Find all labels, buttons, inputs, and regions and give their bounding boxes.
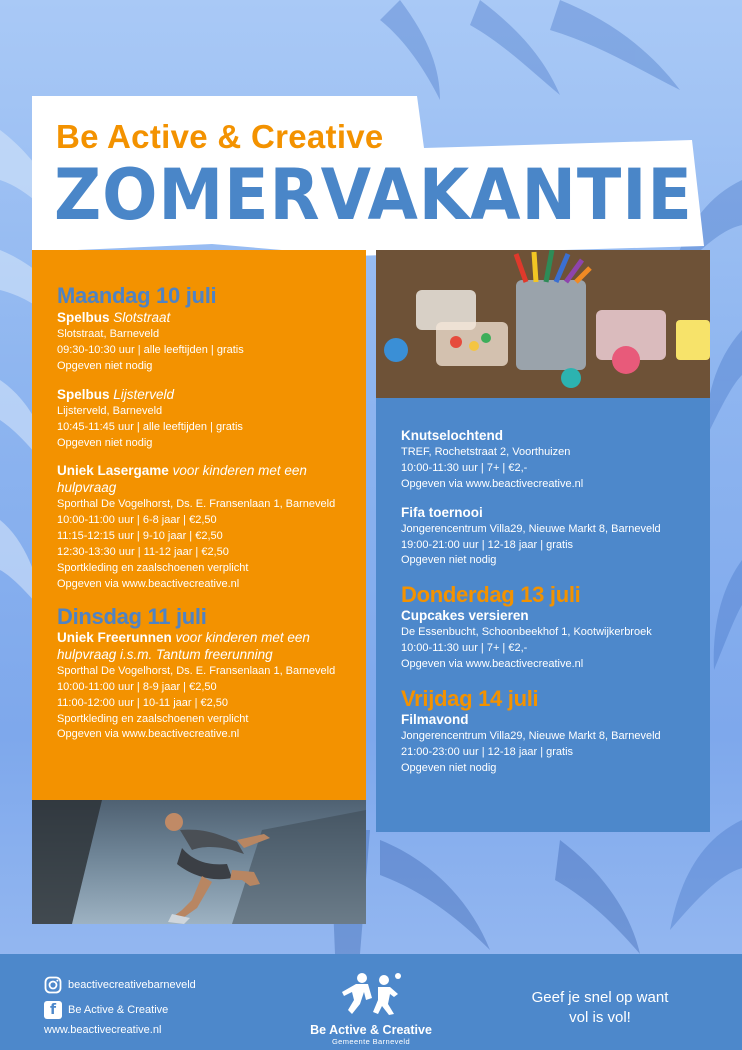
- event-filmavond: [401, 712, 701, 777]
- event-time: 12:30-13:30 uur | 11-12 jaar | €2,50: [57, 546, 229, 559]
- event-time: 10:00-11:00 uur | 8-9 jaar | €2,50: [57, 680, 217, 693]
- facebook-icon: f: [44, 1001, 62, 1019]
- instagram-handle: beactivecreativebarneveld: [68, 979, 196, 991]
- event-time: 21:00-23:00 uur | 12-18 jaar | gratis: [401, 746, 574, 759]
- event-lasergame: [57, 463, 357, 592]
- event-location: Sporthal De Vogelhorst, Ds. E. Fransenlaan 1, Barneveld: [57, 498, 336, 511]
- event-location: Jongerencentrum Villa29, Nieuwe Markt 8, Barneveld: [401, 730, 661, 743]
- day-heading-friday: Vrijdag 14 juli: [401, 686, 539, 712]
- header-subtitle: Be Active & Creative: [56, 118, 384, 155]
- day-heading-tuesday: Dinsdag 11 juli: [57, 603, 207, 629]
- day-heading-monday: Maandag 10 juli: [57, 283, 217, 308]
- event-time: 10:00-11:00 uur | 6-8 jaar | €2,50: [57, 514, 217, 527]
- event-location: Lijsterveld, Barneveld: [57, 404, 163, 417]
- event-freerunnen: [57, 630, 357, 743]
- event-subtitle: hulpvraag: [57, 480, 117, 496]
- event-subtitle: hulpvraag i.s.m. Tantum freerunning: [57, 646, 273, 662]
- event-location: Slotstraat, Barneveld: [57, 327, 160, 340]
- event-time: 11:00-12:00 uur | 10-11 jaar | €2,50: [57, 696, 229, 709]
- event-time: 09:30-10:30 uur | alle leeftijden | gratis: [57, 343, 244, 356]
- event-signup: Opgeven via www.beactivecreative.nl: [57, 577, 240, 590]
- event-signup: Opgeven niet nodig: [57, 436, 153, 449]
- event-signup: Opgeven niet nodig: [401, 762, 497, 774]
- event-title: Knutselochtend: [401, 428, 504, 443]
- instagram-icon: [44, 976, 62, 994]
- event-title: Filmavond: [401, 712, 469, 728]
- left-column: [57, 284, 357, 755]
- day-heading-thursday: Donderdag 13 juli: [401, 582, 581, 608]
- logo-subtitle: Gemeente Barneveld: [331, 1037, 411, 1046]
- event-location: Jongerencentrum Villa29, Nieuwe Markt 8, Barneveld: [401, 522, 661, 535]
- slogan-line-1: Geef je snel op want: [531, 989, 669, 1006]
- event-time: 11:15-12:15 uur | 9-10 jaar | €2,50: [57, 530, 223, 543]
- event-signup: Opgeven niet nodig: [57, 359, 153, 372]
- event-title: Uniek Freerunnen voor kinderen met een: [57, 629, 310, 645]
- event-spelbus-slotstraat: [57, 310, 357, 375]
- event-note: Sportkleding en zaalschoenen verplicht: [57, 712, 249, 725]
- craft-supplies-icon: [376, 250, 710, 398]
- event-location: Sporthal De Vogelhorst, Ds. E. Fransenlaan 1, Barneveld: [57, 664, 336, 677]
- event-cupcakes: [401, 608, 701, 673]
- event-title: Spelbus Lijsterveld: [57, 386, 175, 402]
- slogan-line-2: vol is vol!: [569, 1009, 631, 1027]
- event-title: Uniek Lasergame voor kinderen met een: [57, 463, 307, 479]
- event-note: Sportkleding en zaalschoenen verplicht: [57, 561, 249, 574]
- event-knutselochtend: [401, 428, 701, 493]
- instagram-link[interactable]: [44, 976, 196, 994]
- event-signup: Opgeven via www.beactivecreative.nl: [401, 477, 584, 490]
- footer: [0, 954, 742, 1050]
- event-location: TREF, Rochetstraat 2, Voorthuizen: [401, 445, 571, 458]
- slogan: [510, 988, 690, 1029]
- header-title: ZOMERVAKANTIE: [54, 154, 693, 236]
- facebook-link[interactable]: [44, 1001, 168, 1019]
- facebook-name: Be Active & Creative: [68, 1004, 169, 1016]
- event-time: 10:00-11:30 uur | 7+ | €2,-: [401, 642, 528, 655]
- event-signup: Opgeven via www.beactivecreative.nl: [401, 658, 584, 671]
- event-time: 19:00-21:00 uur | 12-18 jaar | gratis: [401, 538, 574, 551]
- right-column: [401, 428, 701, 789]
- freerunner-photo: [32, 800, 366, 924]
- event-time: 10:00-11:30 uur | 7+ | €2,-: [401, 461, 528, 474]
- event-spelbus-lijsterveld: [57, 387, 357, 452]
- event-title: Fifa toernooi: [401, 504, 483, 520]
- event-fifa-toernooi: [401, 505, 701, 570]
- craft-supplies-photo: [376, 250, 710, 398]
- event-signup: Opgeven via www.beactivecreative.nl: [57, 728, 240, 741]
- logo: [300, 970, 442, 1046]
- website-link[interactable]: www.beactivecreative.nl: [44, 1024, 162, 1036]
- freerunner-figure-icon: [32, 800, 366, 924]
- logo-name: Be Active & Creative: [310, 1023, 432, 1037]
- event-title: Cupcakes versieren: [401, 608, 529, 624]
- event-location: De Essenbucht, Schoonbeekhof 1, Kootwijkerbroek: [401, 626, 652, 639]
- event-signup: Opgeven niet nodig: [401, 554, 497, 567]
- logo-figures-icon: [336, 970, 406, 1016]
- event-title: Spelbus Slotstraat: [57, 310, 171, 326]
- event-time: 10:45-11:45 uur | alle leeftijden | gratis: [57, 420, 243, 433]
